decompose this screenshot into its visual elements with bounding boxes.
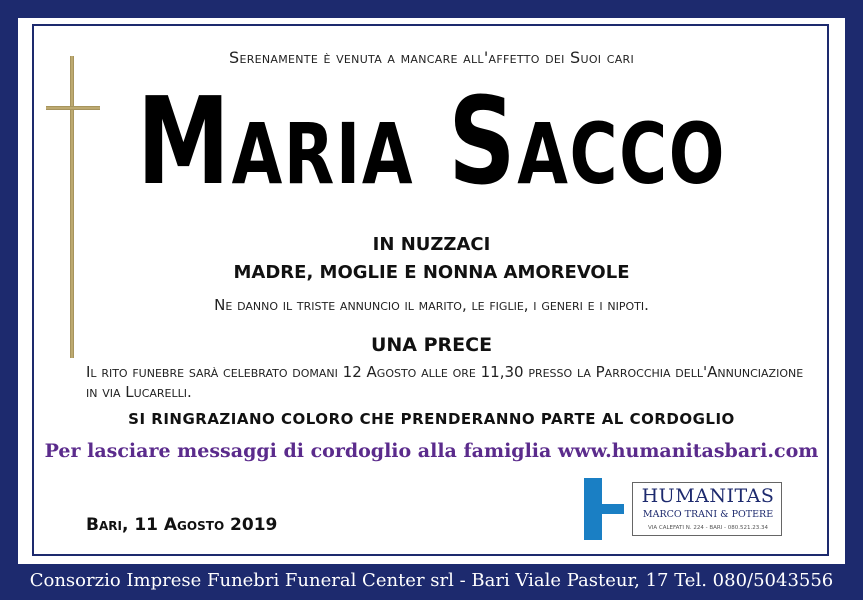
married-name: IN NUZZACI (372, 234, 491, 255)
cross-icon-arm (46, 106, 100, 110)
prayer-line: UNA PRECE (370, 334, 493, 356)
thanks-line: SI RINGRAZIANO COLORO CHE PRENDERANNO PARTE AL CORDOGLIO (128, 410, 735, 428)
logo-box (632, 482, 782, 536)
humanitas-logo (584, 478, 784, 540)
funeral-info: Il rito funebre sarà celebrato domani 12 Agosto alle ore 11,30 presso la Parrocchia dell'Annunciazione in via Lucarelli. (86, 363, 804, 401)
logo-subtitle: MARCO TRANI & POTERE (642, 509, 774, 520)
epithet: MADRE, MOGLIE E NONNA AMOREVOLE (233, 262, 630, 283)
logo-title: HUMANITAS (641, 485, 775, 507)
date-line: Bari, 11 Agosto 2019 (86, 515, 278, 535)
deceased-name: Maria Sacco (136, 73, 727, 212)
intro-text: Serenamente è venuta a mancare all'affetto dei Suoi cari (228, 48, 635, 67)
obituary-card (18, 18, 845, 564)
condolence-website[interactable]: Per lasciare messaggi di cordoglio alla famiglia www.humanitasbari.com (44, 440, 819, 462)
footer-text: Consorzio Imprese Funebri Funeral Center srl - Bari Viale Pasteur, 17 Tel. 080/5043556 (29, 570, 834, 591)
announcement: Ne danno il triste annuncio il marito, le figlie, i generi e i nipoti. (214, 296, 649, 314)
logo-h-crossbar (584, 504, 624, 514)
logo-address: VIA CALEFATI N. 224 - BARI - 080.521.23.34 (647, 525, 769, 531)
